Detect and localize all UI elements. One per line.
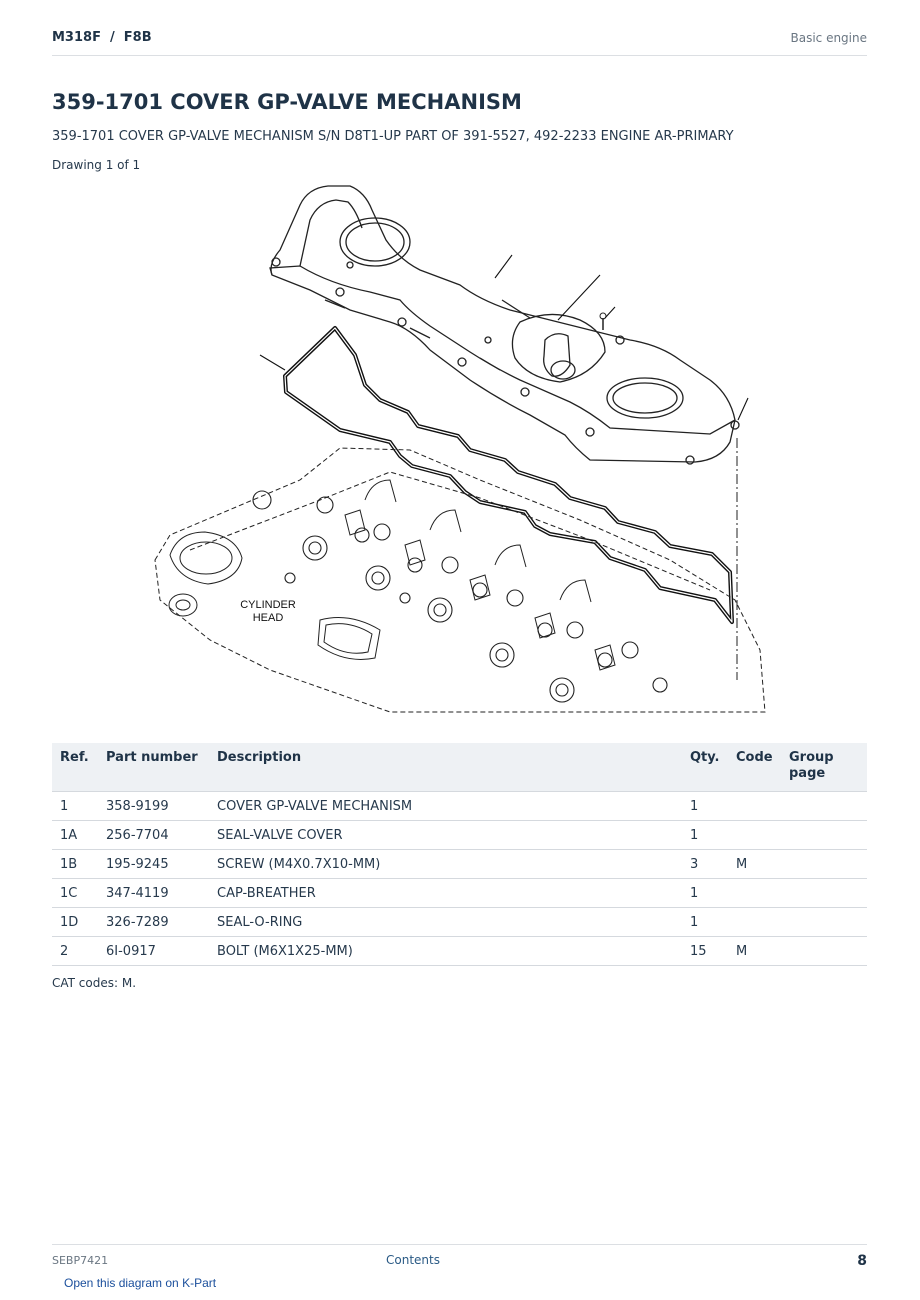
cell-ref: 1 bbox=[52, 792, 98, 821]
page-footer bbox=[52, 1244, 867, 1275]
cell-group-page bbox=[781, 850, 867, 879]
cell-part-number: 195-9245 bbox=[98, 850, 209, 879]
cell-qty: 1 bbox=[682, 821, 728, 850]
col-header-description: Description bbox=[209, 743, 682, 792]
col-header-ref: Ref. bbox=[52, 743, 98, 792]
cell-description: BOLT (M6X1X25-MM) bbox=[209, 937, 682, 966]
table-row bbox=[52, 879, 867, 908]
cell-description: SCREW (M4X0.7X10-MM) bbox=[209, 850, 682, 879]
table-row bbox=[52, 937, 867, 966]
parts-table bbox=[52, 743, 867, 966]
cat-codes-note: CAT codes: M. bbox=[52, 976, 137, 990]
table-row bbox=[52, 908, 867, 937]
cell-group-page bbox=[781, 821, 867, 850]
cell-part-number: 358-9199 bbox=[98, 792, 209, 821]
cell-code: M bbox=[728, 850, 781, 879]
cell-ref: 1D bbox=[52, 908, 98, 937]
model-label: M318F / F8B bbox=[52, 30, 152, 45]
cell-qty: 1 bbox=[682, 879, 728, 908]
cell-group-page bbox=[781, 792, 867, 821]
cell-code bbox=[728, 821, 781, 850]
section-label: Basic engine bbox=[790, 31, 867, 45]
page-number: 8 bbox=[857, 1253, 867, 1269]
col-header-group-page: Group page bbox=[781, 743, 867, 792]
diagram-label-line1: CYLINDER bbox=[240, 599, 296, 611]
col-header-code: Code bbox=[728, 743, 781, 792]
cell-ref: 2 bbox=[52, 937, 98, 966]
cell-part-number: 256-7704 bbox=[98, 821, 209, 850]
cell-code: M bbox=[728, 937, 781, 966]
cell-part-number: 347-4119 bbox=[98, 879, 209, 908]
cell-qty: 1 bbox=[682, 908, 728, 937]
col-header-qty: Qty. bbox=[682, 743, 728, 792]
table-row bbox=[52, 850, 867, 879]
drawing-number: Drawing 1 of 1 bbox=[52, 158, 141, 172]
leader-lines bbox=[260, 255, 748, 420]
cell-ref: 1A bbox=[52, 821, 98, 850]
cell-qty: 3 bbox=[682, 850, 728, 879]
diagram-label-line2: HEAD bbox=[252, 612, 284, 624]
page-title: 359-1701 COVER GP-VALVE MECHANISM bbox=[52, 90, 522, 114]
cell-group-page bbox=[781, 937, 867, 966]
cell-ref: 1B bbox=[52, 850, 98, 879]
col-header-part-number: Part number bbox=[98, 743, 209, 792]
table-row bbox=[52, 821, 867, 850]
cell-code bbox=[728, 908, 781, 937]
cell-qty: 1 bbox=[682, 792, 728, 821]
cell-code bbox=[728, 879, 781, 908]
cell-code bbox=[728, 792, 781, 821]
cell-group-page bbox=[781, 879, 867, 908]
cell-group-page bbox=[781, 908, 867, 937]
cell-qty: 15 bbox=[682, 937, 728, 966]
cell-ref: 1C bbox=[52, 879, 98, 908]
exploded-diagram bbox=[150, 180, 780, 720]
valve-cover-drawing bbox=[270, 186, 739, 464]
cell-description: COVER GP-VALVE MECHANISM bbox=[209, 792, 682, 821]
open-kpart-link[interactable]: Open this diagram on K-Part bbox=[64, 1276, 217, 1290]
parts-table-header bbox=[52, 743, 867, 792]
document-id: SEBP7421 bbox=[52, 1254, 109, 1267]
valve-cover-seal bbox=[285, 328, 732, 622]
cell-description: SEAL-O-RING bbox=[209, 908, 682, 937]
cell-description: CAP-BREATHER bbox=[209, 879, 682, 908]
page-subtitle: 359-1701 COVER GP-VALVE MECHANISM S/N D8T1-UP PART OF 391-5527, 492-2233 ENGINE AR-PRIMARY bbox=[52, 129, 734, 144]
cell-part-number: 326-7289 bbox=[98, 908, 209, 937]
page-header bbox=[52, 28, 867, 56]
cylinder-head-details bbox=[169, 480, 667, 702]
table-row bbox=[52, 792, 867, 821]
contents-link[interactable]: Contents bbox=[386, 1253, 440, 1267]
cell-description: SEAL-VALVE COVER bbox=[209, 821, 682, 850]
cell-part-number: 6I-0917 bbox=[98, 937, 209, 966]
